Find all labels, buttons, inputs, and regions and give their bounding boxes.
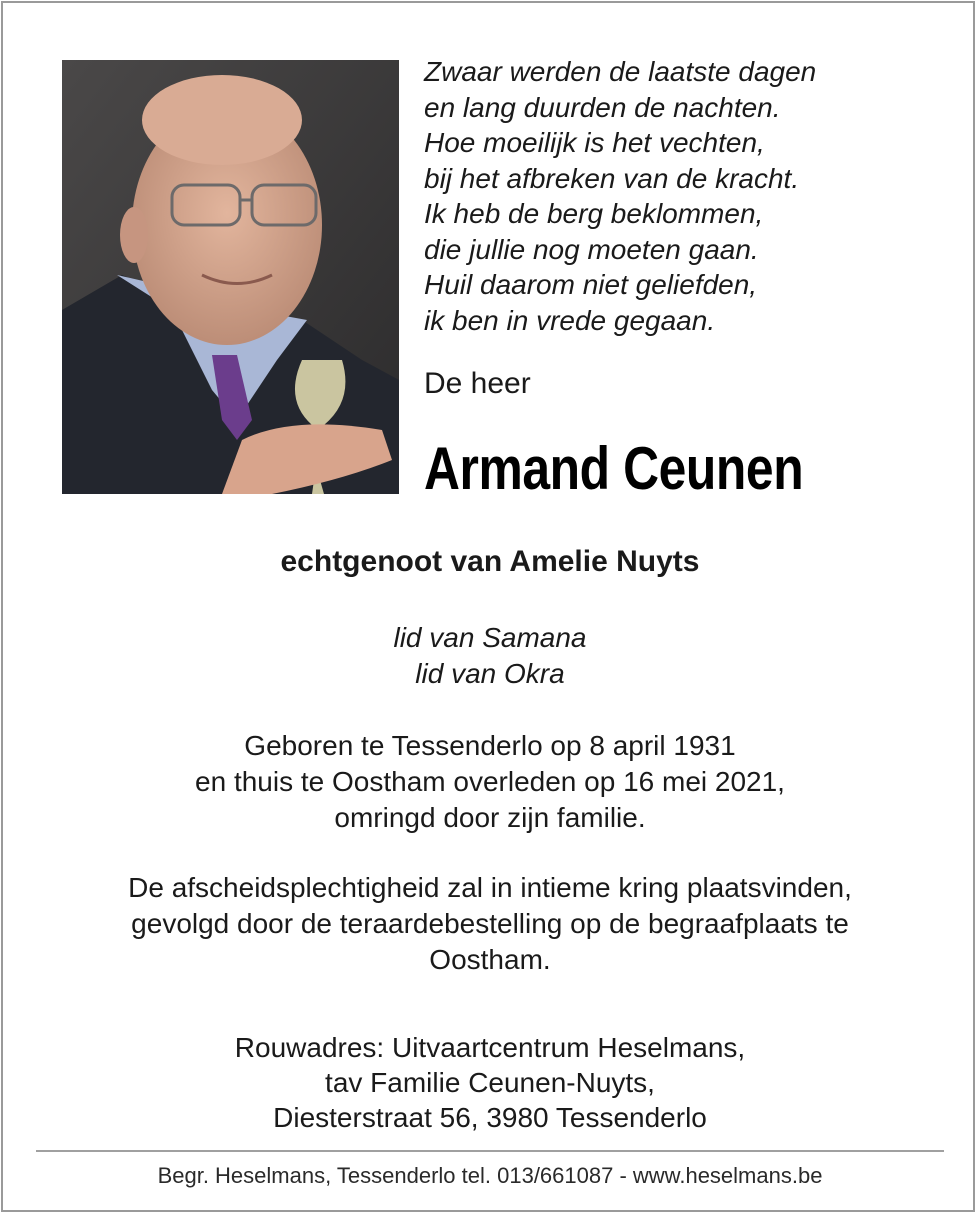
ceremony-line: gevolgd door de teraardebestelling op de begraafplaats te xyxy=(131,908,849,939)
address-line: tav Familie Ceunen-Nuyts, xyxy=(325,1067,655,1098)
mourning-address xyxy=(0,1030,980,1135)
poem-line: Huil daarom niet geliefden, xyxy=(424,269,758,300)
footer-credit: Begr. Heselmans, Tessenderlo tel. 013/661087 - www.heselmans.be xyxy=(157,1163,823,1188)
poem-line: bij het afbreken van de kracht. xyxy=(424,162,800,194)
honorific: De heer xyxy=(424,367,531,400)
membership-item: lid van Okra xyxy=(415,658,565,689)
birth-line: omringd door zijn familie. xyxy=(334,802,646,833)
deceased-name: Armand Ceunen xyxy=(424,435,804,502)
membership-item: lid van Samana xyxy=(393,622,587,653)
spouse-line: echtgenoot van Amelie Nuyts xyxy=(280,545,700,578)
poem-line: Ik heb de berg beklommen, xyxy=(424,198,764,229)
poem xyxy=(424,54,944,338)
birth-death-info xyxy=(0,728,980,836)
poem-line: die jullie nog moeten gaan. xyxy=(424,233,759,265)
poem-line: Hoe moeilijk is het vechten, xyxy=(424,127,765,158)
poem-line: Zwaar werden de laatste dagen xyxy=(424,56,817,87)
ceremony-info xyxy=(0,870,980,978)
birth-line: en thuis te Oostham overleden op 16 mei 2021, xyxy=(195,766,785,797)
ceremony-line: De afscheidsplechtigheid zal in intieme kring plaatsvinden, xyxy=(128,872,852,903)
address-line: Diesterstraat 56, 3980 Tessenderlo xyxy=(273,1102,707,1133)
address-line: Rouwadres: Uitvaartcentrum Heselmans, xyxy=(234,1032,746,1063)
birth-line: Geboren te Tessenderlo op 8 april 1931 xyxy=(244,730,736,761)
poem-line: en lang duurden de nachten. xyxy=(424,91,781,123)
ceremony-line: Oostham. xyxy=(429,944,551,975)
memberships xyxy=(0,620,980,692)
portrait-photo xyxy=(62,60,399,494)
divider xyxy=(36,1150,944,1152)
poem-line: ik ben in vrede gegaan. xyxy=(424,304,716,336)
